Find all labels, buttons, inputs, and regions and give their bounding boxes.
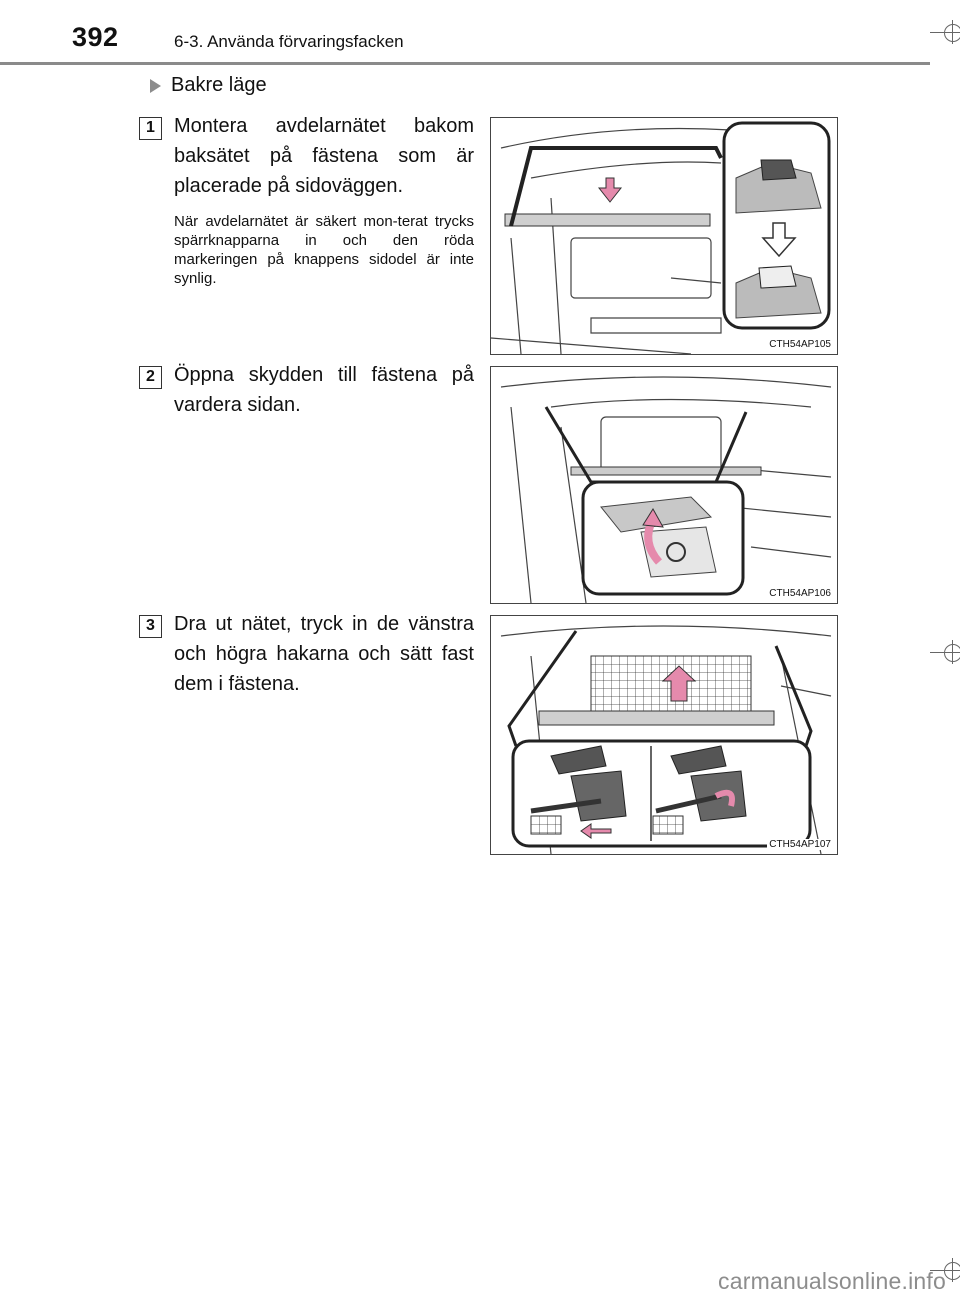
page-number: 392	[72, 22, 119, 52]
net-hook-attach-illustration	[491, 616, 837, 854]
figure-code-2: CTH54AP106	[769, 588, 831, 599]
figure-step-2	[490, 366, 838, 604]
step-1-text: Montera avdelarnätet bakom baksätet på fästena som är placerade på sidoväggen.	[174, 115, 474, 197]
cargo-net-side-mount-illustration	[491, 118, 837, 354]
step-number-2: 2	[139, 366, 162, 389]
mount-cover-open-illustration	[491, 367, 837, 603]
figure-step-3	[490, 615, 838, 855]
step-1-note: När avdelarnätet är säkert mon-terat trycks spärrknapparna in och den röda markeringen på knappens sidodel är inte synlig.	[174, 213, 474, 287]
step-3-text: Dra ut nätet, tryck in de vänstra och högra hakarna och sätt fast dem i fästena.	[174, 613, 474, 695]
heading-label: Bakre läge	[171, 74, 267, 96]
triangle-bullet-icon	[150, 79, 161, 93]
figure-code-1: CTH54AP105	[769, 339, 831, 350]
bullet-heading	[150, 74, 267, 97]
section-title: 6-3. Använda förvaringsfacken	[174, 32, 404, 51]
step-number-1: 1	[139, 117, 162, 140]
step-number-3: 3	[139, 615, 162, 638]
header-rule	[0, 62, 930, 65]
figure-step-1	[490, 117, 838, 355]
watermark: carmanualsonline.info	[718, 1268, 946, 1294]
step-2-text: Öppna skydden till fästena på vardera sidan.	[174, 364, 474, 416]
figure-code-3: CTH54AP107	[769, 839, 831, 850]
